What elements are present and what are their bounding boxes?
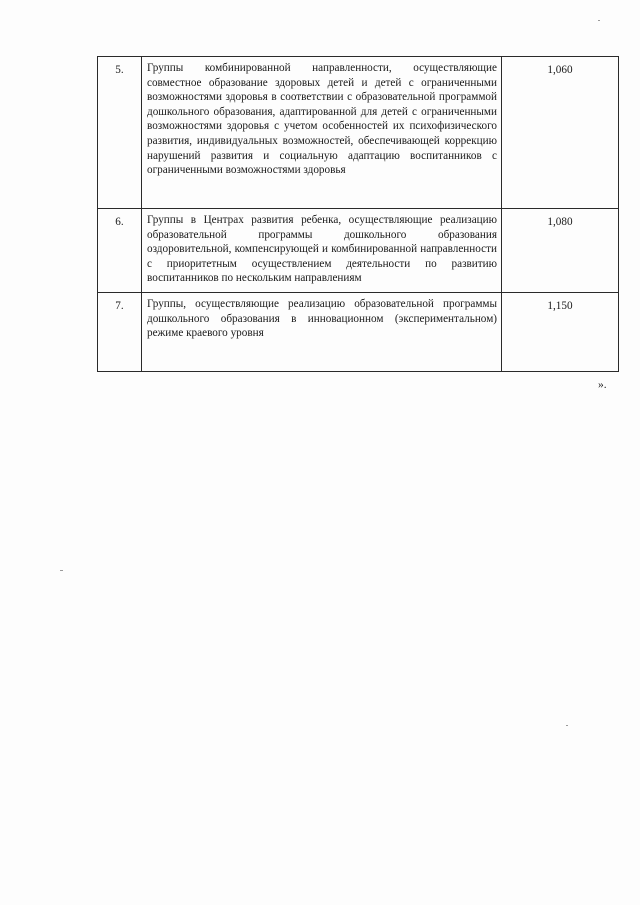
row-coefficient: 1,080 bbox=[502, 209, 619, 293]
coefficient-table bbox=[97, 56, 619, 372]
closing-quote-mark: ». bbox=[598, 379, 607, 391]
scan-speck bbox=[598, 20, 600, 21]
row-description: Группы комбинированной направленности, осуществляющие совместное образование здоровых детей и детей с ограниченными возможностями здоровья в соответствии с образовательной программой дошкольного образования, адаптированной для детей с ограниченными возможностями здоровья с учетом особенностей их психофизического развития, индивидуальных возможностей, обеспечивающей коррекцию нарушений развития и социальную адаптацию воспитанников с ограниченными возможностями здоровья bbox=[142, 57, 502, 209]
row-number: 7. bbox=[98, 292, 142, 371]
table-row bbox=[98, 292, 619, 371]
scan-speck bbox=[566, 725, 568, 726]
row-description: Группы, осуществляющие реализацию образовательной программы дошкольного образования в инновационном (экспериментальном) режиме краевого уровня bbox=[142, 292, 502, 371]
table-row bbox=[98, 209, 619, 293]
row-coefficient: 1,060 bbox=[502, 57, 619, 209]
row-number: 6. bbox=[98, 209, 142, 293]
scan-speck bbox=[60, 570, 63, 571]
row-coefficient: 1,150 bbox=[502, 292, 619, 371]
table-row bbox=[98, 57, 619, 209]
row-number: 5. bbox=[98, 57, 142, 209]
row-description: Группы в Центрах развития ребенка, осуществляющие реализацию образовательной программы дошкольного образования оздоровительной, компенсирующей и комбинированной направленности с приоритетным осуществлением деятельности по развитию воспитанников по нескольким направлениям bbox=[142, 209, 502, 293]
